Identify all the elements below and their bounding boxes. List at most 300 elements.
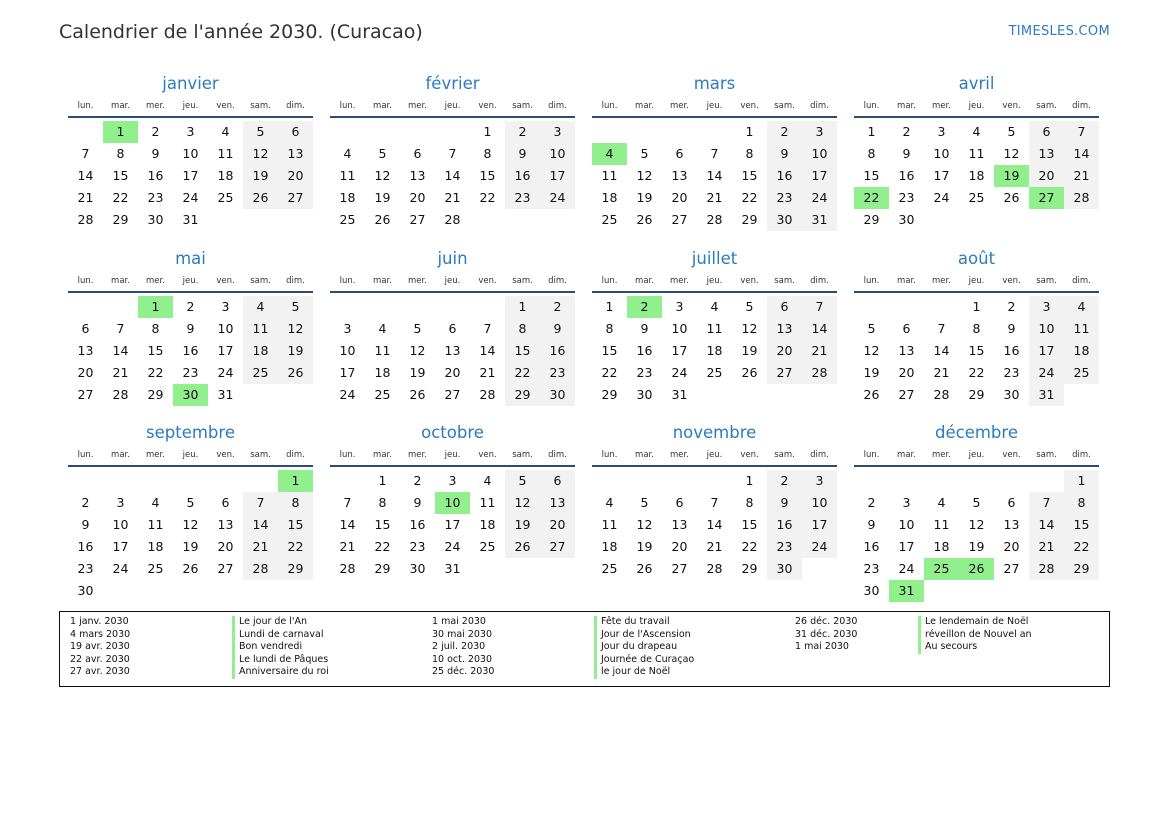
weekday-header <box>68 446 313 467</box>
day-cell: 8 <box>505 318 540 340</box>
holiday-day-cell: 31 <box>889 580 924 602</box>
day-cell: 16 <box>505 165 540 187</box>
day-cell: 15 <box>601 343 618 358</box>
day-cell: 20 <box>278 165 313 187</box>
day-cell: 29 <box>374 561 391 576</box>
weekday-label: mar. <box>635 101 654 111</box>
weekday-label: dim. <box>548 450 567 460</box>
month-calendar <box>330 248 575 428</box>
day-cell: 3 <box>937 124 946 139</box>
day-cell: 3 <box>675 299 684 314</box>
day-cell: 7 <box>802 296 837 318</box>
weekday-label: dim. <box>1072 450 1091 460</box>
weekday-label: sam. <box>512 450 533 460</box>
day-grid <box>330 296 575 428</box>
day-cell: 8 <box>116 146 125 161</box>
weekday-label: jeu. <box>182 101 199 111</box>
day-cell: 31 <box>217 387 234 402</box>
weekday-label: ven. <box>478 101 497 111</box>
day-cell: 1 <box>972 299 981 314</box>
day-cell: 13 <box>1003 517 1020 532</box>
month-name: juillet <box>691 249 738 268</box>
weekday-label: mer. <box>932 450 951 460</box>
day-cell: 13 <box>898 343 915 358</box>
day-cell: 9 <box>1007 321 1016 336</box>
day-cell: 22 <box>741 190 758 205</box>
day-cell: 15 <box>741 517 758 532</box>
day-cell: 8 <box>745 146 754 161</box>
month-name: avril <box>958 74 995 93</box>
weekday-label: mar. <box>897 450 916 460</box>
day-cell: 20 <box>444 365 461 380</box>
day-cell: 3 <box>802 470 837 492</box>
day-cell: 21 <box>339 539 356 554</box>
day-cell: 7 <box>116 321 125 336</box>
weekday-label: lun. <box>339 450 356 460</box>
day-cell: 30 <box>767 209 802 231</box>
day-grid <box>330 470 575 602</box>
weekday-label: jeu. <box>444 276 461 286</box>
day-cell: 20 <box>898 365 915 380</box>
day-cell: 16 <box>863 539 880 554</box>
day-cell: 25 <box>601 212 618 227</box>
day-cell: 5 <box>186 495 195 510</box>
day-grid <box>854 470 1099 602</box>
day-cell: 5 <box>378 146 387 161</box>
weekday-label: ven. <box>478 450 497 460</box>
day-cell: 10 <box>802 143 837 165</box>
weekday-label: mer. <box>146 101 165 111</box>
weekday-label: ven. <box>1002 101 1021 111</box>
day-cell: 23 <box>898 190 915 205</box>
day-grid <box>330 121 575 253</box>
day-cell: 19 <box>505 514 540 536</box>
weekday-label: dim. <box>1072 101 1091 111</box>
day-grid <box>854 121 1099 253</box>
day-cell: 7 <box>1029 492 1064 514</box>
legend-date: 31 déc. 2030 <box>795 628 858 640</box>
day-cell: 7 <box>448 146 457 161</box>
weekday-label: mer. <box>670 276 689 286</box>
day-cell: 10 <box>339 343 356 358</box>
day-cell: 17 <box>671 343 688 358</box>
weekday-label: jeu. <box>968 101 985 111</box>
weekday-label: mer. <box>408 101 427 111</box>
day-cell: 5 <box>278 296 313 318</box>
day-cell: 2 <box>186 299 195 314</box>
day-cell: 14 <box>479 343 496 358</box>
day-cell: 14 <box>802 318 837 340</box>
day-cell: 25 <box>243 362 278 384</box>
weekday-label: jeu. <box>706 276 723 286</box>
day-cell: 17 <box>802 165 837 187</box>
day-cell: 5 <box>640 146 649 161</box>
day-cell: 5 <box>640 495 649 510</box>
legend-date: 2 juil. 2030 <box>432 641 486 653</box>
day-cell: 15 <box>479 168 496 183</box>
day-cell: 7 <box>483 321 492 336</box>
day-cell: 21 <box>112 365 129 380</box>
day-cell: 16 <box>409 517 426 532</box>
day-cell: 10 <box>217 321 234 336</box>
day-cell: 4 <box>605 495 614 510</box>
day-cell: 29 <box>601 387 618 402</box>
weekday-label: jeu. <box>182 276 199 286</box>
day-cell: 28 <box>243 558 278 580</box>
weekday-label: sam. <box>512 276 533 286</box>
day-cell: 20 <box>409 190 426 205</box>
day-cell: 14 <box>1029 514 1064 536</box>
holiday-day-cell: 26 <box>959 558 994 580</box>
day-cell: 8 <box>1064 492 1099 514</box>
day-cell: 2 <box>151 124 160 139</box>
day-cell: 17 <box>217 343 234 358</box>
day-cell: 7 <box>1064 121 1099 143</box>
day-cell: 3 <box>221 299 230 314</box>
day-cell: 25 <box>147 561 164 576</box>
day-cell: 22 <box>505 362 540 384</box>
day-grid <box>68 121 313 253</box>
day-cell: 2 <box>413 473 422 488</box>
day-cell: 21 <box>243 536 278 558</box>
legend-holiday-name: Fête du travail <box>601 616 670 627</box>
day-cell: 24 <box>671 365 688 380</box>
weekday-label: mer. <box>146 450 165 460</box>
legend-date: 1 mai 2030 <box>432 616 486 627</box>
weekday-label: jeu. <box>706 450 723 460</box>
weekday-label: lun. <box>863 450 880 460</box>
day-cell: 16 <box>636 343 653 358</box>
weekday-label: ven. <box>740 276 759 286</box>
day-cell: 23 <box>409 539 426 554</box>
day-cell: 30 <box>77 583 94 598</box>
day-cell: 9 <box>867 517 876 532</box>
month-calendar <box>592 248 837 428</box>
weekday-label: ven. <box>216 101 235 111</box>
weekday-label: mar. <box>111 450 130 460</box>
day-cell: 2 <box>867 495 876 510</box>
day-cell: 6 <box>413 146 422 161</box>
weekday-label: lun. <box>77 276 94 286</box>
holiday-day-cell: 27 <box>1029 187 1064 209</box>
weekday-header <box>68 97 313 118</box>
day-cell: 21 <box>802 340 837 362</box>
day-cell: 23 <box>1003 365 1020 380</box>
day-cell: 26 <box>409 387 426 402</box>
legend-names <box>594 616 694 679</box>
day-cell: 25 <box>339 212 356 227</box>
legend-holiday-name: Jour de l'Ascension <box>601 628 691 640</box>
day-cell: 14 <box>112 343 129 358</box>
day-cell: 6 <box>1007 495 1016 510</box>
weekday-label: dim. <box>810 101 829 111</box>
weekday-label: jeu. <box>706 101 723 111</box>
day-cell: 3 <box>540 121 575 143</box>
day-cell: 29 <box>147 387 164 402</box>
legend-date: 4 mars 2030 <box>70 628 131 640</box>
day-cell: 24 <box>802 536 837 558</box>
day-cell: 24 <box>112 561 129 576</box>
day-cell: 22 <box>1064 536 1099 558</box>
weekday-label: mer. <box>408 276 427 286</box>
day-cell: 19 <box>863 365 880 380</box>
day-cell: 4 <box>483 473 492 488</box>
weekday-label: mer. <box>670 101 689 111</box>
day-cell: 24 <box>933 190 950 205</box>
day-cell: 11 <box>968 146 985 161</box>
day-cell: 20 <box>671 539 688 554</box>
day-cell: 16 <box>767 514 802 536</box>
day-cell: 17 <box>1029 340 1064 362</box>
day-cell: 3 <box>902 495 911 510</box>
legend-date: 22 avr. 2030 <box>70 653 130 665</box>
day-cell: 18 <box>601 190 618 205</box>
day-cell: 17 <box>540 165 575 187</box>
day-cell: 8 <box>151 321 160 336</box>
day-cell: 17 <box>112 539 129 554</box>
day-cell: 16 <box>767 165 802 187</box>
legend-date: 27 avr. 2030 <box>70 666 130 678</box>
day-cell: 7 <box>243 492 278 514</box>
day-cell: 13 <box>1029 143 1064 165</box>
weekday-label: sam. <box>250 450 271 460</box>
day-cell: 29 <box>112 212 129 227</box>
legend-holiday-name: Bon vendredi <box>239 641 303 653</box>
day-cell: 5 <box>972 495 981 510</box>
weekday-label: ven. <box>1002 450 1021 460</box>
day-cell: 21 <box>77 190 94 205</box>
weekday-label: dim. <box>548 101 567 111</box>
legend-date: 25 déc. 2030 <box>432 666 495 678</box>
day-cell: 18 <box>933 539 950 554</box>
day-cell: 9 <box>902 146 911 161</box>
day-cell: 30 <box>636 387 653 402</box>
day-cell: 24 <box>898 561 915 576</box>
day-cell: 26 <box>182 561 199 576</box>
day-cell: 8 <box>378 495 387 510</box>
day-cell: 25 <box>601 561 618 576</box>
day-cell: 26 <box>374 212 391 227</box>
legend-date: 10 oct. 2030 <box>432 653 493 665</box>
day-cell: 2 <box>1007 299 1016 314</box>
legend-dates <box>432 616 494 679</box>
day-cell: 20 <box>77 365 94 380</box>
month-name: octobre <box>421 423 484 442</box>
day-cell: 23 <box>767 536 802 558</box>
day-cell: 13 <box>540 492 575 514</box>
weekday-label: sam. <box>250 276 271 286</box>
day-cell: 8 <box>745 495 754 510</box>
day-cell: 3 <box>116 495 125 510</box>
day-cell: 21 <box>706 190 723 205</box>
month-calendar <box>854 248 1099 428</box>
day-cell: 19 <box>278 340 313 362</box>
day-cell: 17 <box>898 539 915 554</box>
legend-dates <box>795 616 857 654</box>
legend-date: 19 avr. 2030 <box>70 641 130 653</box>
day-cell: 2 <box>902 124 911 139</box>
day-cell: 16 <box>182 343 199 358</box>
day-cell: 13 <box>767 318 802 340</box>
weekday-label: lun. <box>601 276 618 286</box>
day-cell: 23 <box>767 187 802 209</box>
day-cell: 22 <box>741 539 758 554</box>
site-link[interactable]: TIMESLES.COM <box>1008 24 1110 39</box>
day-cell: 27 <box>540 536 575 558</box>
holiday-legend <box>59 611 1110 687</box>
day-cell: 31 <box>671 387 688 402</box>
day-cell: 13 <box>444 343 461 358</box>
day-cell: 20 <box>540 514 575 536</box>
day-cell: 20 <box>1003 539 1020 554</box>
month-name: mai <box>175 249 206 268</box>
weekday-label: dim. <box>810 276 829 286</box>
day-cell: 11 <box>217 146 234 161</box>
day-cell: 23 <box>863 561 880 576</box>
day-cell: 12 <box>182 517 199 532</box>
holiday-day-cell: 25 <box>924 558 959 580</box>
day-cell: 28 <box>1029 558 1064 580</box>
weekday-label: lun. <box>339 101 356 111</box>
day-cell: 4 <box>710 299 719 314</box>
day-cell: 11 <box>706 321 723 336</box>
day-cell: 4 <box>151 495 160 510</box>
day-cell: 4 <box>1064 296 1099 318</box>
day-cell: 15 <box>741 168 758 183</box>
weekday-header <box>68 272 313 293</box>
weekday-label: jeu. <box>444 450 461 460</box>
day-cell: 14 <box>706 517 723 532</box>
day-cell: 6 <box>278 121 313 143</box>
day-cell: 30 <box>409 561 426 576</box>
day-cell: 2 <box>81 495 90 510</box>
day-cell: 23 <box>505 187 540 209</box>
day-cell: 27 <box>77 387 94 402</box>
weekday-label: ven. <box>1002 276 1021 286</box>
weekday-label: dim. <box>286 101 305 111</box>
day-cell: 26 <box>278 362 313 384</box>
day-cell: 12 <box>968 517 985 532</box>
weekday-label: mar. <box>897 276 916 286</box>
day-cell: 24 <box>444 539 461 554</box>
weekday-label: sam. <box>1036 276 1057 286</box>
day-cell: 14 <box>933 343 950 358</box>
day-cell: 28 <box>706 561 723 576</box>
day-cell: 10 <box>802 492 837 514</box>
day-cell: 28 <box>706 212 723 227</box>
day-cell: 15 <box>374 517 391 532</box>
weekday-label: mar. <box>635 276 654 286</box>
day-cell: 6 <box>448 321 457 336</box>
holiday-day-cell: 10 <box>435 492 470 514</box>
day-cell: 23 <box>540 362 575 384</box>
day-cell: 21 <box>1029 536 1064 558</box>
weekday-label: mar. <box>635 450 654 460</box>
day-cell: 1 <box>745 124 754 139</box>
day-cell: 11 <box>601 517 618 532</box>
day-cell: 26 <box>1003 190 1020 205</box>
day-cell: 27 <box>671 212 688 227</box>
day-cell: 8 <box>972 321 981 336</box>
day-cell: 27 <box>278 187 313 209</box>
weekday-header <box>854 446 1099 467</box>
day-cell: 19 <box>741 343 758 358</box>
day-cell: 14 <box>77 168 94 183</box>
day-cell: 11 <box>339 168 356 183</box>
day-cell: 16 <box>898 168 915 183</box>
day-cell: 18 <box>217 168 234 183</box>
weekday-label: lun. <box>601 450 618 460</box>
weekday-label: ven. <box>216 276 235 286</box>
months-grid <box>68 73 1103 603</box>
weekday-label: lun. <box>863 101 880 111</box>
day-cell: 2 <box>767 121 802 143</box>
weekday-label: lun. <box>339 276 356 286</box>
day-cell: 13 <box>409 168 426 183</box>
day-cell: 23 <box>77 561 94 576</box>
day-cell: 5 <box>1007 124 1016 139</box>
day-cell: 30 <box>147 212 164 227</box>
day-cell: 13 <box>671 168 688 183</box>
day-cell: 11 <box>601 168 618 183</box>
weekday-label: dim. <box>810 450 829 460</box>
day-cell: 24 <box>217 365 234 380</box>
day-cell: 1 <box>378 473 387 488</box>
holiday-day-cell: 1 <box>103 121 138 143</box>
day-cell: 13 <box>77 343 94 358</box>
day-cell: 27 <box>898 387 915 402</box>
day-cell: 3 <box>1029 296 1064 318</box>
day-cell: 16 <box>77 539 94 554</box>
day-cell: 19 <box>243 165 278 187</box>
day-cell: 19 <box>636 190 653 205</box>
day-cell: 16 <box>1003 343 1020 358</box>
day-cell: 25 <box>217 190 234 205</box>
weekday-label: ven. <box>216 450 235 460</box>
day-cell: 19 <box>374 190 391 205</box>
weekday-label: lun. <box>601 101 618 111</box>
day-cell: 28 <box>77 212 94 227</box>
day-cell: 21 <box>933 365 950 380</box>
day-cell: 15 <box>1064 514 1099 536</box>
day-cell: 7 <box>710 495 719 510</box>
day-cell: 10 <box>1029 318 1064 340</box>
day-cell: 10 <box>540 143 575 165</box>
day-cell: 10 <box>182 146 199 161</box>
legend-names <box>918 616 1032 654</box>
day-cell: 4 <box>243 296 278 318</box>
day-cell: 20 <box>217 539 234 554</box>
day-cell: 28 <box>112 387 129 402</box>
day-cell: 27 <box>767 362 802 384</box>
day-cell: 14 <box>1064 143 1099 165</box>
day-cell: 13 <box>278 143 313 165</box>
day-cell: 29 <box>1064 558 1099 580</box>
day-cell: 24 <box>182 190 199 205</box>
day-cell: 5 <box>413 321 422 336</box>
day-cell: 15 <box>505 340 540 362</box>
day-cell: 29 <box>741 212 758 227</box>
day-grid <box>592 470 837 602</box>
day-cell: 18 <box>706 343 723 358</box>
day-cell: 1 <box>745 473 754 488</box>
day-cell: 20 <box>671 190 688 205</box>
day-cell: 5 <box>243 121 278 143</box>
day-cell: 11 <box>933 517 950 532</box>
day-cell: 31 <box>802 209 837 231</box>
day-cell: 23 <box>182 365 199 380</box>
day-cell: 28 <box>802 362 837 384</box>
